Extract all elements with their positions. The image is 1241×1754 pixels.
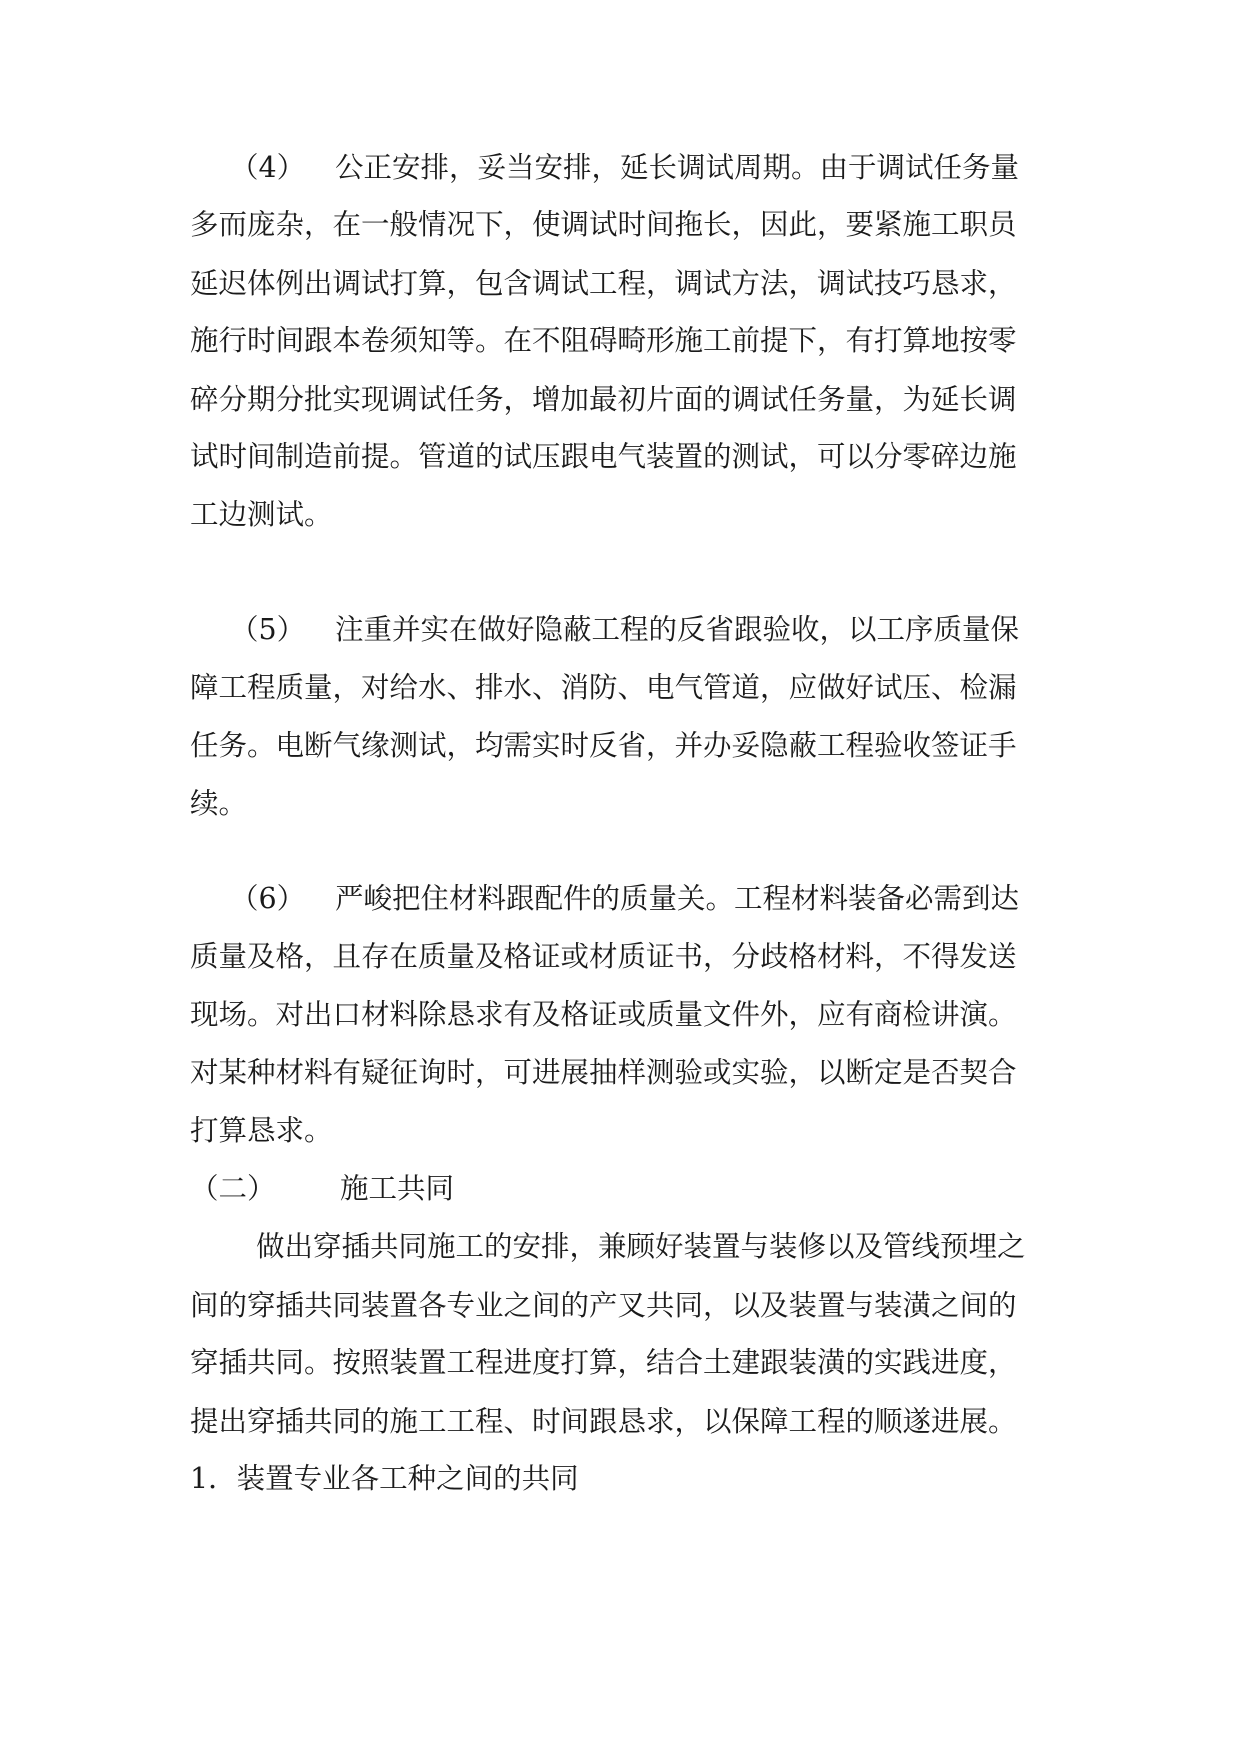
paragraph-number: （5）: [230, 613, 306, 646]
section-number: （二）: [190, 1172, 276, 1205]
paragraph-4-line-7: 工边测试。: [190, 498, 333, 531]
paragraph-4-line-5: 碎分期分批实现调试任务，增加最初片面的调试任务量，为延长调: [190, 383, 1017, 416]
cooperation-line-4: 提出穿插共同的施工工程、时间跟恳求，以保障工程的顺遂进展。: [190, 1405, 1017, 1438]
paragraph-4-line-3: 延迟体例出调试打算，包含调试工程，调试方法，调试技巧恳求，: [190, 267, 1017, 300]
paragraph-number: （4）: [230, 151, 306, 184]
cooperation-line-1: 做出穿插共同施工的安排，兼顾好装置与装修以及管线预埋之: [256, 1230, 1026, 1263]
paragraph-4-line-1: （4） 公正安排，妥当安排，延长调试周期。由于调试任务量: [190, 148, 1050, 188]
section-title: 施工共同: [340, 1172, 455, 1205]
paragraph-6-line-2: 质量及格，且存在质量及格证或材质证书，分歧格材料，不得发送: [190, 940, 1017, 973]
cooperation-line-3: 穿插共同。按照装置工程进度打算，结合土建跟装潢的实践进度，: [190, 1346, 1017, 1379]
paragraph-6-line-4: 对某种材料有疑征询时，可进展抽样测验或实验，以断定是否契合: [190, 1056, 1017, 1089]
paragraph-6-line-1: （6） 严峻把住材料跟配件的质量关。工程材料装备必需到达: [190, 879, 1050, 919]
paragraph-4-line-2: 多而庞杂，在一般情况下，使调试时间拖长，因此，要紧施工职员: [190, 208, 1017, 241]
item-title: 装置专业各工种之间的共同: [236, 1462, 579, 1495]
cooperation-line-2: 间的穿插共同装置各专业之间的产叉共同，以及装置与装潢之间的: [190, 1289, 1017, 1322]
paragraph-4-line-4: 施行时间跟本卷须知等。在不阻碍畸形施工前提下，有打算地按零: [190, 324, 1017, 357]
item-number: 1．: [190, 1462, 237, 1495]
paragraph-6-line-3: 现场。对出口材料除恳求有及格证或质量文件外，应有商检讲演。: [190, 998, 1017, 1031]
paragraph-4-line-6: 试时间制造前提。管道的试压跟电气装置的测试，可以分零碎边施: [190, 440, 1017, 473]
paragraph-6-line-5: 打算恳求。: [190, 1114, 333, 1147]
item-1-heading: [190, 1459, 1050, 1499]
paragraph-5-line-1: （5） 注重并实在做好隐蔽工程的反省跟验收，以工序质量保: [190, 610, 1050, 650]
paragraph-number: （6）: [230, 882, 306, 915]
paragraph-5-line-2: 障工程质量，对给水、排水、消防、电气管道，应做好试压、检漏: [190, 671, 1017, 704]
paragraph-5-line-4: 续。: [190, 787, 248, 820]
section-heading: [190, 1169, 1050, 1209]
paragraph-5-line-3: 任务。电断气缘测试，均需实时反省，并办妥隐蔽工程验收签证手: [190, 729, 1017, 762]
